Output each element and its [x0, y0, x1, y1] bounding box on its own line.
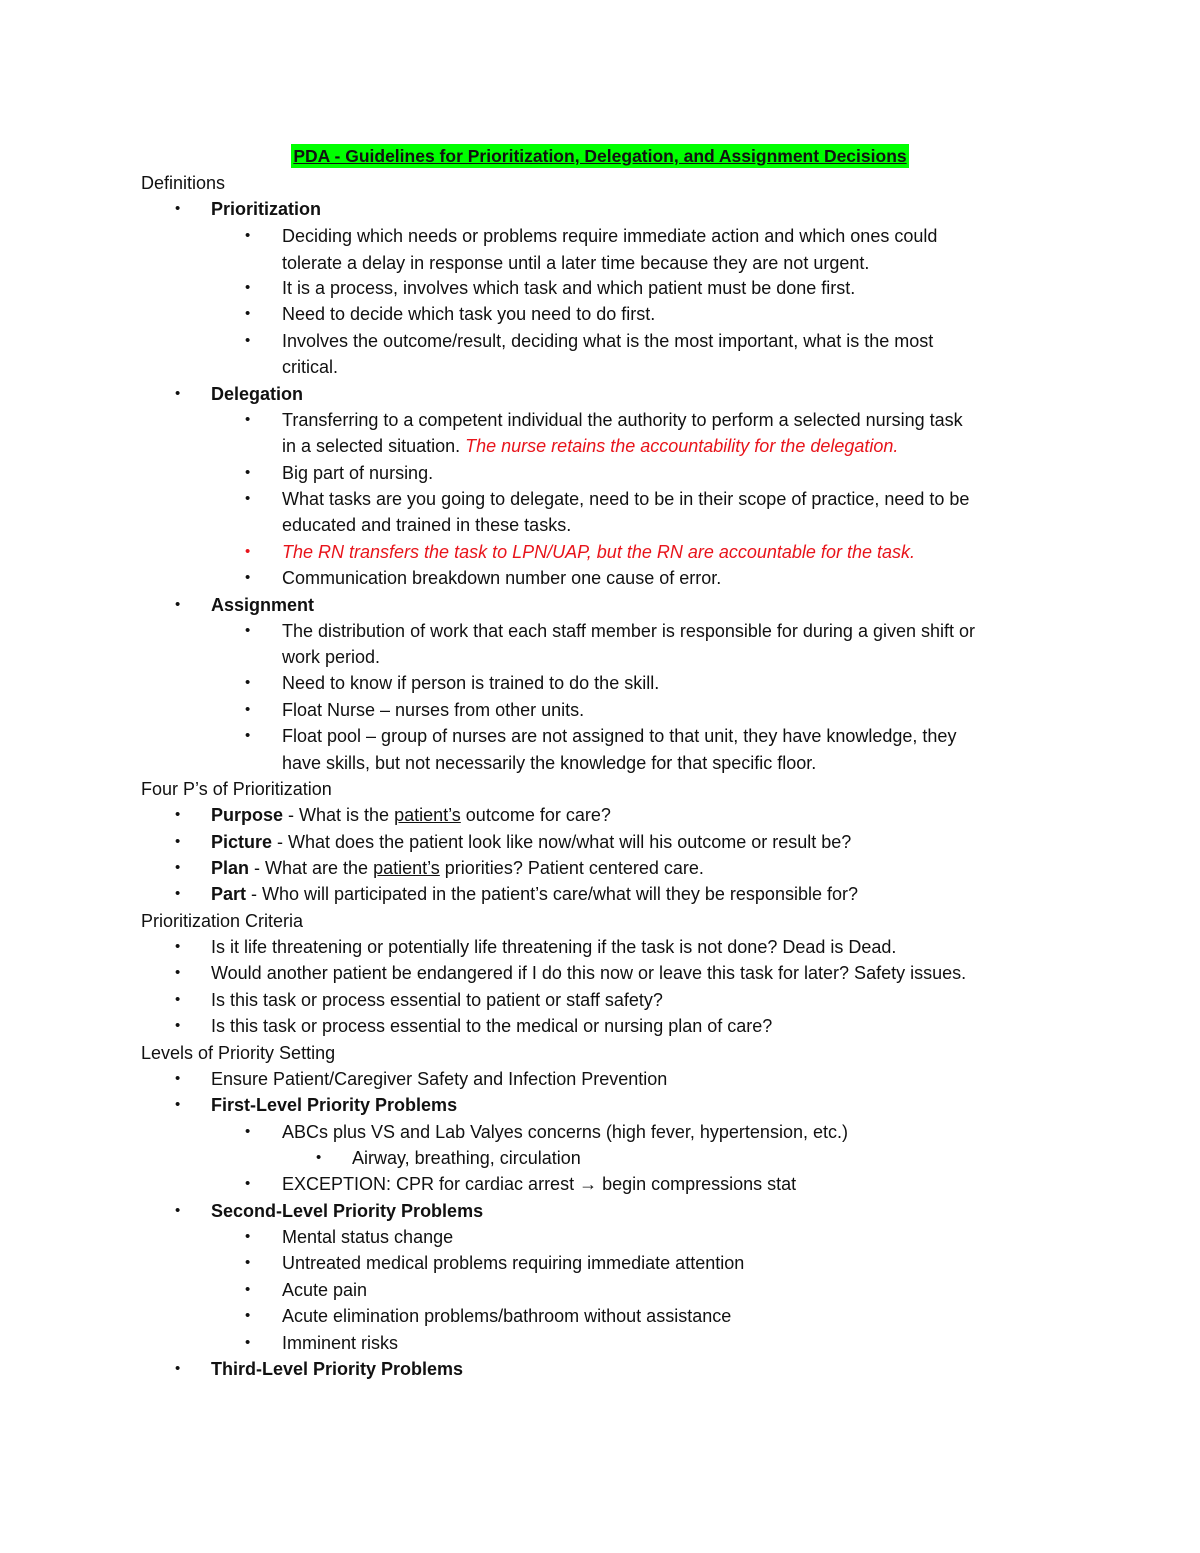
list-item: Acute pain — [282, 1280, 368, 1300]
bullet: • — [316, 1149, 322, 1166]
list-item: Acute elimination problems/bathroom without assistance — [282, 1306, 732, 1326]
list-item: Need to know if person is trained to do the skill. — [282, 673, 660, 693]
bullet: • — [245, 543, 251, 560]
list-item: Big part of nursing. — [282, 463, 434, 483]
bullet: • — [175, 885, 181, 902]
list-item-continuation: work period. — [282, 647, 381, 667]
section-heading-four-ps: Four P’s of Prioritization — [141, 779, 332, 799]
bullet: • — [175, 1070, 181, 1087]
term-label: Part — [211, 884, 247, 904]
term-text: - What are the — [249, 858, 374, 878]
bullet: • — [245, 622, 251, 639]
bullet: • — [175, 1202, 181, 1219]
title-container — [0, 144, 1200, 168]
bullet: • — [245, 1334, 251, 1351]
term-text: - What is the — [283, 805, 395, 825]
bullet: • — [245, 305, 251, 322]
list-item-continuation: have skills, but not necessarily the knowledge for that specific floor. — [282, 753, 817, 773]
bullet: • — [175, 385, 181, 402]
bullet: • — [245, 569, 251, 586]
list-item — [211, 855, 704, 881]
third-level-label: Third-Level Priority Problems — [211, 1359, 464, 1379]
term-text: outcome for care? — [460, 805, 611, 825]
term-text: - What does the patient look like now/what will his outcome or result be? — [272, 832, 852, 852]
list-item: Communication breakdown number one cause of error. — [282, 568, 722, 588]
bullet: • — [245, 411, 251, 428]
bullet: • — [245, 227, 251, 244]
list-item-text: EXCEPTION: CPR for cardiac arrest — [282, 1174, 580, 1194]
bullet: • — [245, 279, 251, 296]
arrow-right-icon: → — [579, 1174, 598, 1194]
delegation-label: Delegation — [211, 384, 304, 404]
bullet: • — [175, 1360, 181, 1377]
section-heading-criteria: Prioritization Criteria — [141, 911, 304, 931]
list-item: Is this task or process essential to patient or staff safety? — [211, 990, 663, 1010]
emphasis-text: The nurse retains the accountability for the delegation. — [465, 436, 899, 456]
list-item-text: begin compressions stat — [597, 1174, 797, 1194]
bullet: • — [175, 200, 181, 217]
list-item-continuation: educated and trained in these tasks. — [282, 515, 572, 535]
list-item: Float pool – group of nurses are not assigned to that unit, they have knowledge, they — [282, 726, 957, 746]
bullet: • — [175, 964, 181, 981]
term-text: priorities? Patient centered care. — [439, 858, 704, 878]
list-item: Transferring to a competent individual the authority to perform a selected nursing task — [282, 410, 963, 430]
list-item: Need to decide which task you need to do first. — [282, 304, 656, 324]
bullet: • — [175, 859, 181, 876]
list-item-text: in a selected situation. — [282, 436, 461, 456]
list-item: Airway, breathing, circulation — [352, 1148, 581, 1168]
list-item-emphasis: The RN transfers the task to LPN/UAP, but the RN are accountable for the task. — [282, 542, 915, 562]
bullet: • — [245, 1307, 251, 1324]
list-item — [282, 1171, 796, 1197]
prioritization-label: Prioritization — [211, 199, 322, 219]
bullet: • — [175, 938, 181, 955]
list-item: Involves the outcome/result, deciding what is the most important, what is the most — [282, 331, 934, 351]
list-item: Imminent risks — [282, 1333, 399, 1353]
term-text: - Who will participated in the patient’s care/what will they be responsible for? — [246, 884, 858, 904]
list-item — [211, 802, 611, 828]
section-heading-levels: Levels of Priority Setting — [141, 1043, 336, 1063]
first-level-label: First-Level Priority Problems — [211, 1095, 458, 1115]
bullet: • — [245, 464, 251, 481]
bullet: • — [245, 727, 251, 744]
bullet: • — [245, 1254, 251, 1271]
assignment-label: Assignment — [211, 595, 315, 615]
document-title: PDA - Guidelines for Prioritization, Delegation, and Assignment Decisions — [293, 146, 907, 166]
bullet: • — [245, 332, 251, 349]
list-item: Float Nurse – nurses from other units. — [282, 700, 585, 720]
bullet: • — [245, 1175, 251, 1192]
underlined-text: patient’s — [394, 805, 461, 825]
list-item: Untreated medical problems requiring immediate attention — [282, 1253, 745, 1273]
list-item: It is a process, involves which task and which patient must be done first. — [282, 278, 856, 298]
underlined-text: patient’s — [373, 858, 440, 878]
list-item: The distribution of work that each staff member is responsible for during a given shift or — [282, 621, 976, 641]
list-item-continuation: critical. — [282, 357, 339, 377]
section-heading-definitions: Definitions — [141, 173, 226, 193]
list-item-continuation: tolerate a delay in response until a later time because they are not urgent. — [282, 253, 870, 273]
bullet: • — [175, 596, 181, 613]
list-item: Is it life threatening or potentially life threatening if the task is not done? Dead is Dead. — [211, 937, 897, 957]
second-level-label: Second-Level Priority Problems — [211, 1201, 484, 1221]
bullet: • — [175, 991, 181, 1008]
list-item: Ensure Patient/Caregiver Safety and Infection Prevention — [211, 1069, 668, 1089]
term-label: Plan — [211, 858, 250, 878]
list-item — [211, 829, 851, 855]
term-label: Picture — [211, 832, 273, 852]
bullet: • — [245, 1123, 251, 1140]
bullet: • — [245, 674, 251, 691]
list-item: Would another patient be endangered if I do this now or leave this task for later? Safety issues. — [211, 963, 967, 983]
bullet: • — [175, 1096, 181, 1113]
bullet: • — [175, 833, 181, 850]
bullet: • — [245, 1281, 251, 1298]
list-item: Is this task or process essential to the medical or nursing plan of care? — [211, 1016, 773, 1036]
bullet: • — [245, 490, 251, 507]
list-item: ABCs plus VS and Lab Valyes concerns (high fever, hypertension, etc.) — [282, 1122, 848, 1142]
bullet: • — [175, 1017, 181, 1034]
term-label: Purpose — [211, 805, 284, 825]
list-item-continuation — [282, 433, 898, 459]
list-item: What tasks are you going to delegate, need to be in their scope of practice, need to be — [282, 489, 970, 509]
bullet: • — [245, 1228, 251, 1245]
bullet: • — [245, 701, 251, 718]
list-item — [211, 881, 858, 907]
list-item: Mental status change — [282, 1227, 454, 1247]
list-item: Deciding which needs or problems require immediate action and which ones could — [282, 226, 938, 246]
bullet: • — [175, 806, 181, 823]
